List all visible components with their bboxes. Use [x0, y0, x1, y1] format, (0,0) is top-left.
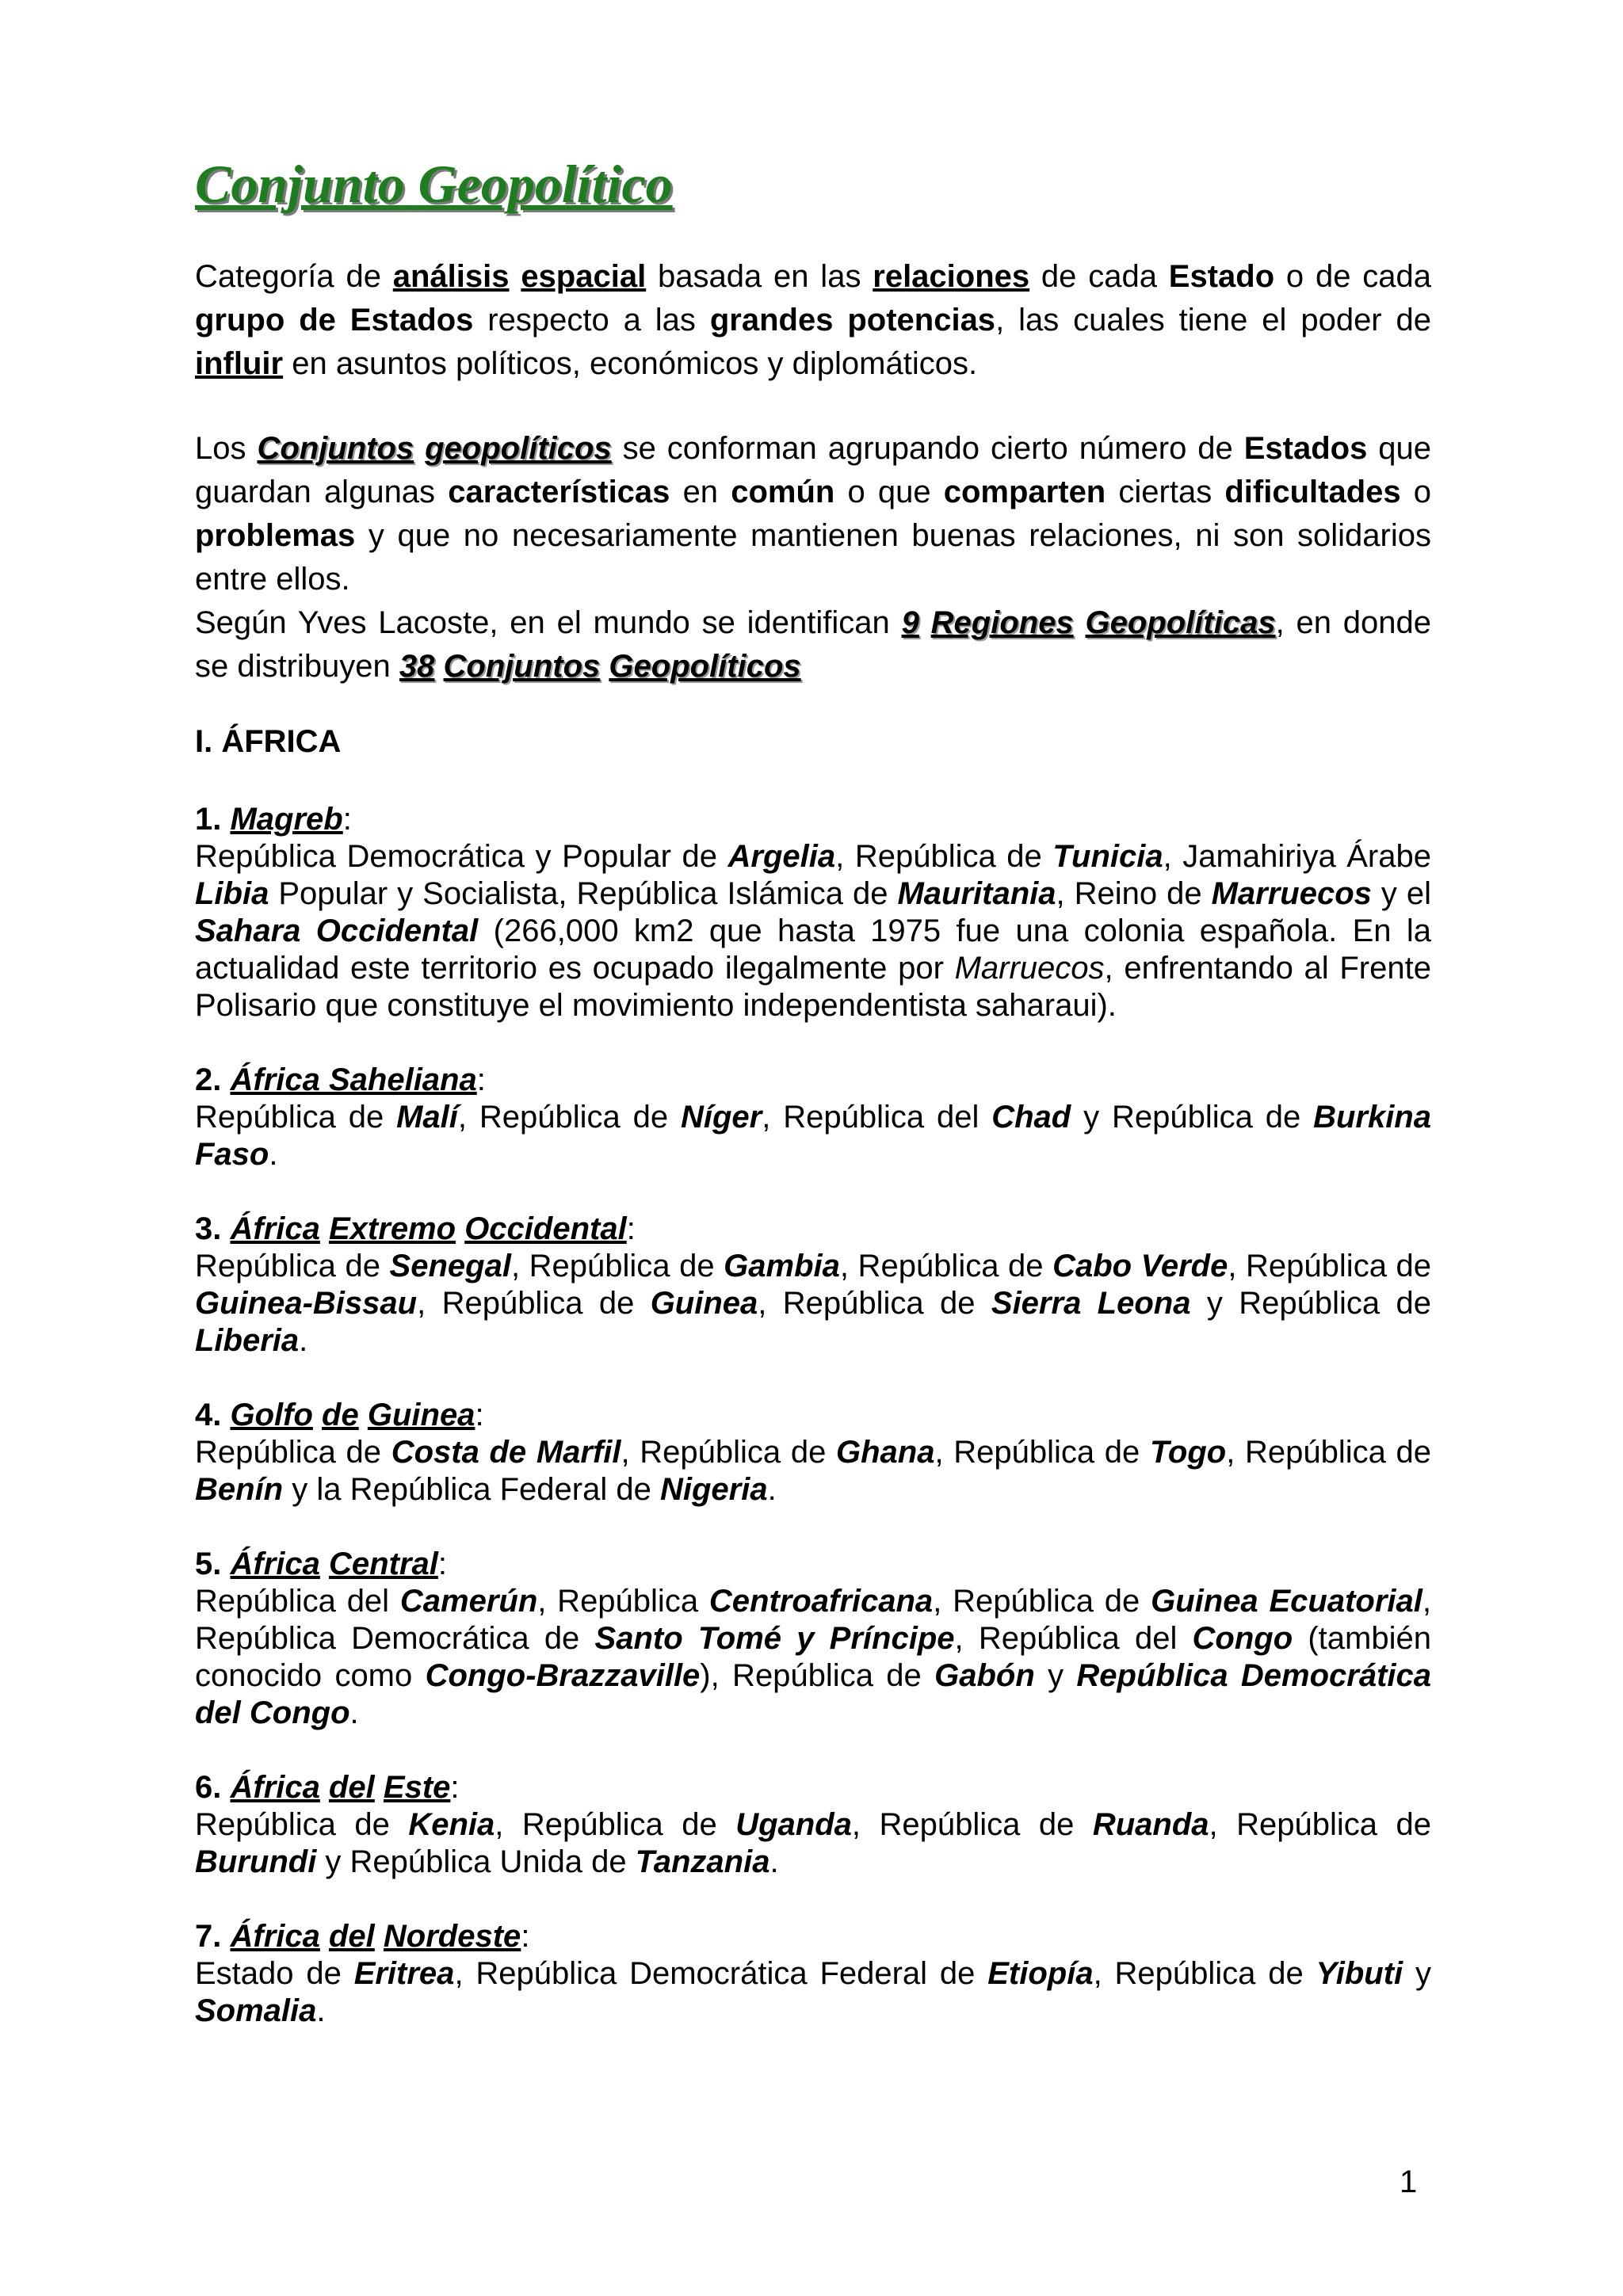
region-entry	[195, 1397, 1431, 1508]
emphasis-text: Congo	[1192, 1621, 1293, 1656]
emphasis-text: del	[329, 1770, 375, 1805]
emphasis-text: Geopolíticas	[1085, 605, 1276, 640]
text-run: República Democrática y Popular de	[195, 839, 728, 874]
document-title	[195, 154, 1431, 214]
text-run: , República de	[1209, 1807, 1431, 1842]
text-run: o que	[834, 475, 944, 509]
text-run: o	[1400, 475, 1432, 509]
text-run: República de	[195, 1807, 409, 1842]
region-title	[195, 1062, 1431, 1099]
emphasis-text: características	[448, 475, 670, 509]
emphasis-text: Regiones	[930, 605, 1074, 640]
text-run	[313, 1398, 322, 1432]
text-run	[510, 259, 521, 294]
emphasis-text: Extremo	[329, 1211, 456, 1246]
text-run: .	[349, 1695, 359, 1730]
text-run: :	[475, 1398, 484, 1432]
emphasis-text: influir	[195, 346, 284, 381]
text-run	[414, 431, 425, 466]
emphasis-text: análisis	[392, 259, 510, 294]
text-run: y la República Federal de	[283, 1472, 660, 1507]
emphasis-text: Sahara Occidental	[195, 913, 479, 948]
emphasis-text: problemas	[195, 518, 356, 553]
text-run: , República de	[933, 1584, 1151, 1619]
text-run: de cada	[1029, 259, 1169, 294]
text-run: Popular y Socialista, República Islámica de	[269, 876, 898, 911]
emphasis-text: dificultades	[1224, 475, 1401, 509]
emphasis-text: África	[230, 1919, 320, 1954]
emphasis-text: Benín	[195, 1472, 284, 1507]
text-run: y República de	[1071, 1100, 1314, 1135]
region-title	[195, 1918, 1431, 1955]
emphasis-text: Centroafricana	[708, 1584, 934, 1619]
emphasis-text: Estados	[1243, 431, 1368, 466]
text-run	[600, 649, 609, 684]
title-word-2: Geopolítico	[418, 154, 673, 214]
text-run: , República de	[934, 1435, 1150, 1470]
emphasis-text: Conjuntos	[257, 431, 414, 466]
emphasis-text: África	[230, 1211, 320, 1246]
emphasis-text: Argelia	[727, 839, 836, 874]
text-run: .	[769, 1844, 779, 1879]
emphasis-text: África	[230, 1547, 320, 1581]
emphasis-text: Liberia	[195, 1323, 300, 1358]
emphasis-text: Este	[383, 1770, 451, 1805]
region-countries	[195, 1434, 1431, 1508]
emphasis-text: Guinea-Bissau	[195, 1286, 418, 1321]
emphasis-text: 9	[901, 605, 919, 640]
text-run	[919, 605, 931, 640]
text-run: , República de	[839, 1249, 1053, 1283]
region-countries	[195, 1583, 1431, 1732]
emphasis-text: 4.	[195, 1398, 231, 1432]
emphasis-text: Etiopía	[987, 1956, 1094, 1991]
emphasis-text: Estado	[1168, 259, 1275, 294]
emphasis-text: espacial	[521, 259, 647, 294]
emphasis-text: relaciones	[873, 259, 1030, 294]
text-run: :	[342, 802, 352, 837]
emphasis-text: Nordeste	[383, 1919, 521, 1954]
text-run: , República de	[457, 1100, 681, 1135]
emphasis-text: Tanzania	[635, 1844, 770, 1879]
text-run: , las cuales tiene el poder de	[995, 303, 1432, 338]
region-title	[195, 1397, 1431, 1434]
emphasis-text: Uganda	[735, 1807, 852, 1842]
text-run: , República de	[851, 1807, 1093, 1842]
text-run: Según Yves Lacoste, en el mundo se identifican	[195, 605, 902, 640]
page-content	[195, 135, 1431, 2030]
emphasis-text: geopolíticos	[425, 431, 612, 466]
text-run: República de	[195, 1249, 390, 1283]
emphasis-text: Yibuti	[1316, 1956, 1403, 1991]
text-run	[320, 1211, 329, 1246]
text-run: , República	[537, 1584, 709, 1619]
intro-paragraph-3	[195, 601, 1431, 688]
text-run: respecto a las	[473, 303, 710, 338]
emphasis-text: Conjuntos	[443, 649, 601, 684]
text-run	[1074, 605, 1086, 640]
emphasis-text: 2.	[195, 1062, 231, 1097]
emphasis-text: Occidental	[464, 1211, 627, 1246]
emphasis-text: Tunicia	[1052, 839, 1163, 874]
emphasis-text: Santo Tomé y Príncipe	[594, 1621, 955, 1656]
text-run	[320, 1770, 329, 1805]
text-run: República de	[195, 1100, 397, 1135]
text-run: ciertas	[1106, 475, 1225, 509]
emphasis-text: Cabo Verde	[1052, 1249, 1228, 1283]
text-run: y que no necesariamente mantienen buenas relaciones, ni son solidarios entre ellos.	[195, 518, 1431, 597]
text-run: , Jamahiriya Árabe	[1163, 839, 1431, 874]
emphasis-text: 38	[399, 649, 435, 684]
emphasis-text: Marruecos	[1211, 876, 1372, 911]
text-run: Los	[195, 431, 258, 466]
region-countries	[195, 1806, 1431, 1881]
emphasis-text: Magreb	[230, 802, 343, 837]
emphasis-text: África	[230, 1770, 320, 1805]
region-countries	[195, 1099, 1431, 1173]
text-run: , República de	[621, 1435, 836, 1470]
text-run: , enfrentando al Frente Polisario que constituye el movimiento independentista saharaui).	[195, 951, 1431, 1023]
text-run	[375, 1919, 384, 1954]
region-entry	[195, 1546, 1431, 1732]
region-list	[195, 801, 1431, 2030]
text-run	[434, 649, 443, 684]
region-title	[195, 1769, 1431, 1806]
region-title	[195, 801, 1431, 838]
title-word-1: Conjunto	[195, 154, 405, 214]
emphasis-text: 5.	[195, 1547, 231, 1581]
emphasis-text: Togo	[1149, 1435, 1227, 1470]
emphasis-text: Kenia	[408, 1807, 495, 1842]
text-run: , República de	[510, 1249, 724, 1283]
text-run: , Reino de	[1056, 876, 1212, 911]
text-run: y el	[1371, 876, 1431, 911]
text-run: :	[450, 1770, 460, 1805]
emphasis-text: Gabón	[934, 1658, 1035, 1693]
region-entry	[195, 1918, 1431, 2030]
text-run: , República Democrática de	[195, 1584, 1432, 1656]
emphasis-text: Guinea	[650, 1286, 758, 1321]
text-run: :	[626, 1211, 636, 1246]
text-run: ), República de	[700, 1658, 935, 1693]
text-run	[320, 1547, 329, 1581]
emphasis-text: África Saheliana	[230, 1062, 477, 1097]
emphasis-text: 1.	[195, 802, 231, 837]
region-entry	[195, 1062, 1431, 1173]
text-run: en	[670, 475, 731, 509]
text-run: República de	[195, 1435, 391, 1470]
emphasis-text: 3.	[195, 1211, 231, 1246]
text-run: , República del	[954, 1621, 1193, 1656]
intro-paragraph-2	[195, 427, 1431, 601]
text-run: , República de	[758, 1286, 991, 1321]
text-run: , en donde se distribuyen	[195, 605, 1431, 684]
text-run: se conforman agrupando cierto número de	[611, 431, 1244, 466]
emphasis-text: Congo-Brazzaville	[425, 1658, 701, 1693]
emphasis-text: Geopolíticos	[609, 649, 801, 684]
text-run: que guardan algunas	[195, 431, 1431, 509]
emphasis-text: Burundi	[195, 1844, 317, 1879]
region-title	[195, 1546, 1431, 1583]
text-run: y República Unida de	[316, 1844, 636, 1879]
text-run: :	[521, 1919, 530, 1954]
emphasis-text: Mauritania	[897, 876, 1056, 911]
text-run	[359, 1398, 368, 1432]
text-run: en asuntos políticos, económicos y diplomáticos.	[283, 346, 978, 381]
text-run: basada en las	[646, 259, 873, 294]
text-run: , República de	[1226, 1435, 1431, 1470]
emphasis-text: Gambia	[724, 1249, 840, 1283]
emphasis-text: Central	[329, 1547, 438, 1581]
emphasis-text: Ruanda	[1092, 1807, 1209, 1842]
emphasis-text: Sierra Leona	[991, 1286, 1191, 1321]
text-run: , República de	[1093, 1956, 1316, 1991]
text-run: (266,000 km2 que hasta 1975 fue una colonia española. En la actualidad este territorio es ocupado ilegalmente por	[195, 913, 1431, 986]
text-run: y República de	[1190, 1286, 1431, 1321]
text-run	[320, 1919, 329, 1954]
emphasis-text: grupo de Estados	[195, 303, 474, 338]
text-run: .	[299, 1323, 308, 1358]
text-run: , República de	[417, 1286, 651, 1321]
text-run: , República Democrática Federal de	[454, 1956, 988, 1991]
emphasis-text: Eritrea	[353, 1956, 455, 1991]
text-run	[456, 1211, 464, 1246]
emphasis-text: Ghana	[835, 1435, 935, 1470]
page-number: 1	[1400, 2164, 1418, 2199]
emphasis-text: Camerún	[399, 1584, 538, 1619]
emphasis-text: Marruecos	[954, 951, 1105, 986]
emphasis-text: de	[322, 1398, 359, 1432]
emphasis-text: República Democrática del Congo	[195, 1658, 1432, 1730]
text-run: y	[1034, 1658, 1077, 1693]
section-heading: I. ÁFRICA	[195, 724, 342, 759]
emphasis-text: Nigeria	[659, 1472, 768, 1507]
emphasis-text: comparten	[943, 475, 1106, 509]
text-run: , República de	[835, 839, 1053, 874]
text-run: Categoría de	[195, 259, 393, 294]
emphasis-text: Guinea Ecuatorial	[1151, 1584, 1423, 1619]
text-run: .	[269, 1137, 278, 1172]
text-run: .	[767, 1472, 777, 1507]
text-run	[375, 1770, 384, 1805]
emphasis-text: Senegal	[389, 1249, 511, 1283]
text-run: o de cada	[1274, 259, 1431, 294]
text-run: República del	[195, 1584, 400, 1619]
text-run: Estado de	[195, 1956, 354, 1991]
text-run: :	[476, 1062, 486, 1097]
region-entry	[195, 1769, 1431, 1881]
emphasis-text: Golfo	[230, 1398, 313, 1432]
emphasis-text: 6.	[195, 1770, 231, 1805]
text-run: (también conocido como	[195, 1621, 1431, 1693]
region-countries	[195, 1248, 1431, 1360]
text-run: :	[437, 1547, 447, 1581]
emphasis-text: Chad	[991, 1100, 1071, 1135]
emphasis-text: 7.	[195, 1919, 231, 1954]
emphasis-text: Libia	[195, 876, 269, 911]
emphasis-text: del	[329, 1919, 375, 1954]
text-run: , República de	[495, 1807, 736, 1842]
region-countries	[195, 1955, 1431, 2030]
region-title	[195, 1211, 1431, 1248]
text-run: y	[1403, 1956, 1431, 1991]
emphasis-text: Malí	[396, 1100, 458, 1135]
emphasis-text: grandes potencias	[709, 303, 996, 338]
region-countries	[195, 838, 1431, 1024]
region-entry	[195, 1211, 1431, 1360]
emphasis-text: Níger	[681, 1100, 762, 1135]
text-run: .	[316, 1993, 326, 2028]
emphasis-text: Somalia	[195, 1993, 317, 2028]
emphasis-text: Costa de Marfil	[391, 1435, 621, 1470]
text-run: , República del	[762, 1100, 992, 1135]
intro-paragraph-1	[195, 255, 1431, 386]
emphasis-text: Burkina Faso	[195, 1100, 1431, 1172]
region-entry	[195, 801, 1431, 1024]
emphasis-text: Guinea	[367, 1398, 475, 1432]
emphasis-text: común	[731, 475, 835, 509]
text-run: , República de	[1228, 1249, 1431, 1283]
